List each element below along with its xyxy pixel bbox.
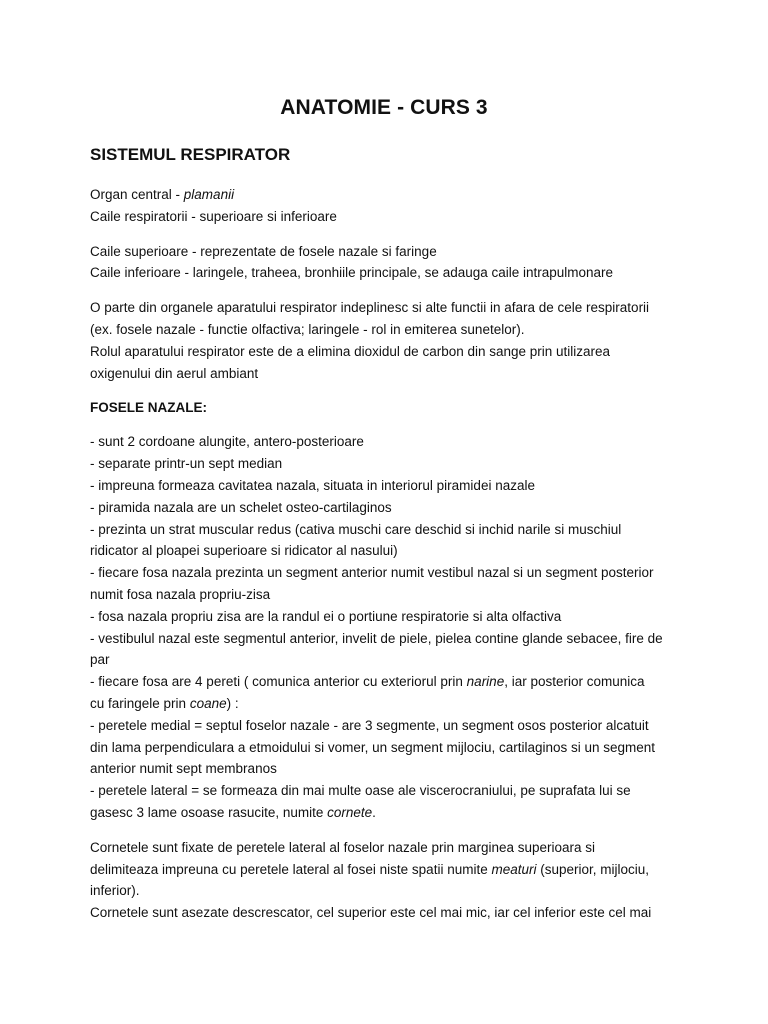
italic-term: coane [189,695,227,711]
list-line: - peretele medial = septul foselor nazale - are 3 segmente, un segment osos posterior alcatuit [90,717,649,733]
paragraph-cornete [90,837,688,924]
list-line: - prezinta un strat muscular redus (cativa muschi care deschid si inchid narile si muschiul [90,521,622,537]
text-line: Caile superioare - reprezentate de fosele nazale si faringe [90,243,437,259]
text-line: oxigenului din aerul ambiant [90,365,259,381]
text-line [90,859,688,881]
text-span: . [372,804,376,820]
text-span: ) : [226,695,239,711]
list-line: anterior numit sept membranos [90,761,277,777]
section-title: SISTEMUL RESPIRATOR [90,145,291,164]
text-span: Organ central - [90,187,184,202]
text-line: Caile inferioare - laringele, traheea, bronhiile principale, se adauga caile intrapulmonare [90,265,614,281]
list-line [90,802,688,824]
paragraph-functii [90,297,688,384]
list-line: par [90,652,110,668]
list-line: - fiecare fosa nazala prezinta un segment anterior numit vestibul nazal si un segment posterior [90,565,654,581]
text-span: , iar posterior comunica [504,674,645,690]
list-fosele-nazale [90,431,688,823]
list-line: - peretele lateral = se formeaza din mai multe oase ale viscerocraniului, pe suprafata lui se [90,783,631,799]
text-span: (superior, mijlociu, [536,861,650,877]
text-line [90,184,688,206]
italic-term: meaturi [491,861,537,877]
list-line: - piramida nazala are un schelet osteo-cartilaginos [90,499,392,515]
subsection-title: FOSELE NAZALE: [90,400,207,416]
document-title: ANATOMIE - CURS 3 [280,96,488,119]
list-line: - sunt 2 cordoane alungite, antero-posterioare [90,434,364,450]
text-line: inferior). [90,883,140,899]
text-line: Cornetele sunt asezate descrescator, cel superior este cel mai mic, iar cel inferior este cel mai [90,905,652,921]
list-line: ridicator al ploapei superioare si ridicator al nasului) [90,543,398,559]
text-line: Rolul aparatului respirator este de a elimina dioxidul de carbon din sange prin utilizarea [90,343,611,359]
text-line: O parte din organele aparatului respirator indeplinesc si alte functii in afara de cele respiratorii [90,300,650,316]
italic-term: narine [466,674,505,690]
list-line: din lama perpendiculara a etmoidului si vomer, un segment mijlociu, cartilaginos si un segment [90,739,656,755]
list-line: - vestibulul nazal este segmentul anterior, invelit de piele, pielea contine glande sebacee, fire de [90,630,663,646]
paragraph-caile [90,241,688,285]
list-line: numit fosa nazala propriu-zisa [90,586,271,602]
list-line: - separate printr-un sept median [90,456,283,472]
text-span: - fiecare fosa are 4 pereti ( comunica anterior cu exteriorul prin [90,674,467,690]
text-span: cu faringele prin [90,695,190,711]
italic-term: cornete [327,804,373,820]
list-line [90,693,688,715]
text-span: delimiteaza impreuna cu peretele lateral al fosei niste spatii numite [90,861,492,877]
text-line: Caile respiratorii - superioare si inferioare [90,208,337,224]
italic-term: plamanii [183,187,235,202]
text-span: gasesc 3 lame osoase rasucite, numite [90,804,328,820]
list-line: - fosa nazala propriu zisa are la randul ei o portiune respiratorie si alta olfactiva [90,608,562,624]
paragraph-organ-central [90,184,688,228]
list-line: - impreuna formeaza cavitatea nazala, situata in interiorul piramidei nazale [90,477,535,493]
text-line: Cornetele sunt fixate de peretele lateral al foselor nazale prin marginea superioara si [90,839,596,855]
text-line: (ex. fosele nazale - functie olfactiva; laringele - rol in emiterea sunetelor). [90,321,525,337]
list-line [90,671,688,693]
